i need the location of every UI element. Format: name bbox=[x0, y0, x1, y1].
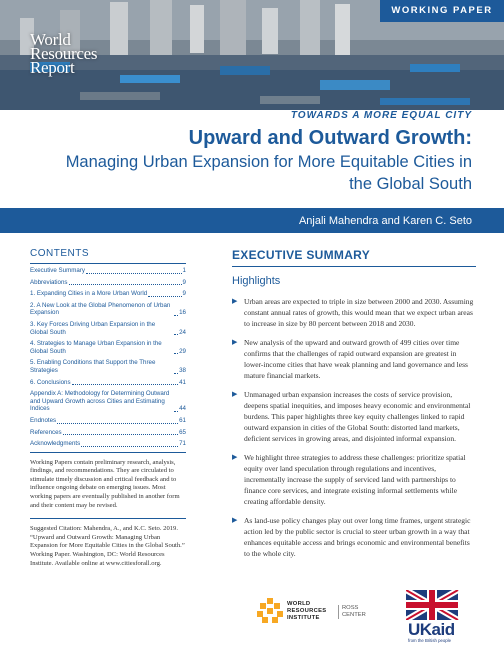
logo-line-3: Report bbox=[30, 58, 75, 77]
toc-entry[interactable] bbox=[30, 267, 186, 275]
toc-entry[interactable] bbox=[30, 440, 186, 448]
wri-wordmark bbox=[287, 601, 326, 622]
toc-entry-page: 41 bbox=[179, 378, 186, 386]
toc-leader-dots bbox=[72, 384, 179, 385]
right-column bbox=[232, 248, 476, 567]
highlights-heading: Highlights bbox=[232, 275, 281, 287]
toc-entry-title: Executive Summary bbox=[30, 267, 86, 274]
toc-leader-dots bbox=[81, 446, 178, 447]
ross-line-2: CENTER bbox=[342, 612, 366, 618]
contents-heading: CONTENTS bbox=[30, 248, 89, 259]
toc-leader-dots bbox=[174, 315, 178, 316]
toc-entry-title: Acknowledgments bbox=[30, 440, 81, 448]
citation-rule bbox=[30, 518, 186, 519]
wri-logo bbox=[256, 597, 376, 627]
toc-entry-page: 29 bbox=[179, 347, 186, 355]
toc-entry[interactable] bbox=[30, 302, 186, 317]
highlight-item bbox=[232, 389, 476, 444]
bullet-arrow-icon: ▶ bbox=[232, 297, 238, 305]
toc-entry[interactable] bbox=[30, 279, 186, 287]
authors: Anjali Mahendra and Karen C. Seto bbox=[298, 215, 472, 227]
contents-end-rule bbox=[30, 452, 186, 453]
executive-summary-heading: EXECUTIVE SUMMARY bbox=[232, 248, 371, 262]
ukaid-wordmark: UKaid bbox=[408, 620, 455, 639]
toc-entry-page: 1 bbox=[182, 267, 186, 274]
ross-line-1: ROSS bbox=[342, 605, 359, 611]
toc-entry-title: Endnotes bbox=[30, 416, 57, 424]
toc-entry-page: 65 bbox=[179, 428, 186, 436]
toc-entry-page: 71 bbox=[179, 440, 186, 448]
toc-entry[interactable] bbox=[30, 340, 186, 355]
toc-entry-title: 6. Conclusions bbox=[30, 378, 71, 386]
cover-photo bbox=[0, 0, 504, 110]
highlight-text: As land-use policy changes play out over long time frames, urgent strategic action led by the public sector is crucial to steer urban growth in a way that enhances equitable access and brings economic and environmental benefits to the whole city. bbox=[244, 516, 471, 558]
highlight-text: Urban areas are expected to triple in size between 2000 and 2030. Assuming constant annual rates of growth, this would mean that we expect urban areas to increase in size by 80 percent between 2018 and 2030. bbox=[244, 297, 474, 328]
toc-entry[interactable] bbox=[30, 359, 186, 374]
wri-line-3: INSTITUTE bbox=[287, 615, 320, 621]
world-resources-report-logo bbox=[30, 30, 98, 77]
highlight-item bbox=[232, 515, 476, 559]
toc-leader-dots bbox=[174, 411, 178, 412]
wri-line-2: RESOURCES bbox=[287, 608, 327, 614]
toc-entry-page: 61 bbox=[179, 416, 186, 424]
highlight-text: We highlight three strategies to address these challenges: prioritize spatial equity over land speculation through regulations and incentives, incrementally increase the supply of serviced land with partnerships to finance core services, and integrate existing informal settlements while creating affordable density. bbox=[244, 453, 466, 506]
toc-leader-dots bbox=[174, 373, 178, 374]
toc-entry[interactable] bbox=[30, 321, 186, 336]
toc-entry-page: 9 bbox=[182, 290, 186, 298]
ross-center-label bbox=[338, 605, 366, 619]
toc-entry-title: Abbreviations bbox=[30, 278, 68, 286]
table-of-contents bbox=[30, 267, 186, 448]
toc-entry-page: 44 bbox=[179, 405, 186, 413]
wri-line-1: WORLD bbox=[287, 601, 311, 607]
toc-entry[interactable] bbox=[30, 390, 186, 413]
highlight-item bbox=[232, 452, 476, 507]
toc-entry-title: 3. Key Forces Driving Urban Expansion in the Global South bbox=[30, 320, 156, 336]
toc-entry-page: 24 bbox=[179, 328, 186, 336]
left-column bbox=[30, 248, 186, 568]
toc-entry-title: Appendix A: Methodology for Determining Outward and Upward Growth across Cities and Estimating Indices bbox=[30, 390, 170, 413]
ukaid-logo bbox=[404, 590, 460, 643]
working-papers-note: Working Papers contain preliminary research, analysis, findings, and recommendations. They are circulated to stimulate timely discussion and critical feedback and to influence ongoing debate on emerging issues. Most working papers are eventually published in another form and their content may be revised. bbox=[30, 458, 180, 509]
toc-entry-page: 9 bbox=[182, 278, 186, 286]
toc-leader-dots bbox=[57, 423, 178, 424]
paper-subtitle: Managing Urban Expansion for More Equitable Cities in the Global South bbox=[65, 153, 472, 193]
toc-entry-title: 2. A New Look at the Global Phenomenon of Urban Expansion bbox=[30, 301, 171, 317]
toc-entry-page: 38 bbox=[179, 366, 186, 374]
bullet-arrow-icon: ▶ bbox=[232, 338, 238, 346]
toc-entry-title: 5. Enabling Conditions that Support the Three Strategies bbox=[30, 359, 156, 374]
working-paper-badge: WORKING PAPER bbox=[380, 0, 504, 22]
union-jack-icon bbox=[406, 590, 462, 620]
bullet-arrow-icon: ▶ bbox=[232, 390, 238, 398]
bullet-arrow-icon: ▶ bbox=[232, 516, 238, 524]
toc-entry-page: 16 bbox=[179, 309, 186, 317]
wri-emblem-icon bbox=[256, 597, 284, 625]
highlight-item bbox=[232, 296, 476, 329]
toc-entry-title: References bbox=[30, 428, 62, 436]
logo-line-2: Resources bbox=[30, 44, 98, 63]
toc-entry[interactable] bbox=[30, 379, 186, 387]
series-eyebrow: TOWARDS A MORE EQUAL CITY bbox=[290, 110, 472, 121]
toc-entry-title: 4. Strategies to Manage Urban Expansion in the Global South bbox=[30, 340, 162, 355]
toc-entry[interactable] bbox=[30, 290, 186, 298]
toc-leader-dots bbox=[148, 296, 181, 297]
toc-leader-dots bbox=[174, 334, 178, 335]
highlight-text: Unmanaged urban expansion increases the costs of service provision, deepens spatial inequities, and imposes heavy economic and environmental burdens. This paper highlights three key equity challenges linked to rapid outward expansion in cities of the Global South: distorted land markets, deficient services in growing areas, and disjointed informal expansion. bbox=[244, 390, 471, 443]
toc-entry[interactable] bbox=[30, 417, 186, 425]
logo-line-1: World bbox=[30, 30, 71, 49]
paper-title: Upward and Outward Growth: bbox=[188, 127, 472, 149]
highlight-item bbox=[232, 337, 476, 381]
highlights-list bbox=[232, 296, 476, 559]
executive-summary-rule bbox=[232, 266, 476, 267]
ukaid-tagline: from the British people bbox=[408, 638, 451, 643]
toc-leader-dots bbox=[174, 353, 178, 354]
toc-leader-dots bbox=[69, 284, 182, 285]
toc-leader-dots bbox=[86, 273, 182, 274]
suggested-citation: Suggested Citation: Mahendra, A., and K.C. Seto. 2019. “Upward and Outward Growth: Managing Urban Expansion for More Equitable Cities in the Global South.” Working Paper. Washington, DC: World Resources Institute. Available online at www.citiesforall.org. bbox=[30, 525, 185, 567]
toc-entry-title: 1. Expanding Cities in a More Urban World bbox=[30, 290, 148, 298]
contents-rule bbox=[30, 263, 186, 264]
toc-leader-dots bbox=[63, 434, 178, 435]
highlight-text: New analysis of the upward and outward growth of 499 cities over time confirms that the challenges of rapid outward expansion are greatest in lower-income cities that have weak planning and land governance and less mature financial markets. bbox=[244, 338, 468, 380]
bullet-arrow-icon: ▶ bbox=[232, 453, 238, 461]
toc-entry[interactable] bbox=[30, 429, 186, 437]
